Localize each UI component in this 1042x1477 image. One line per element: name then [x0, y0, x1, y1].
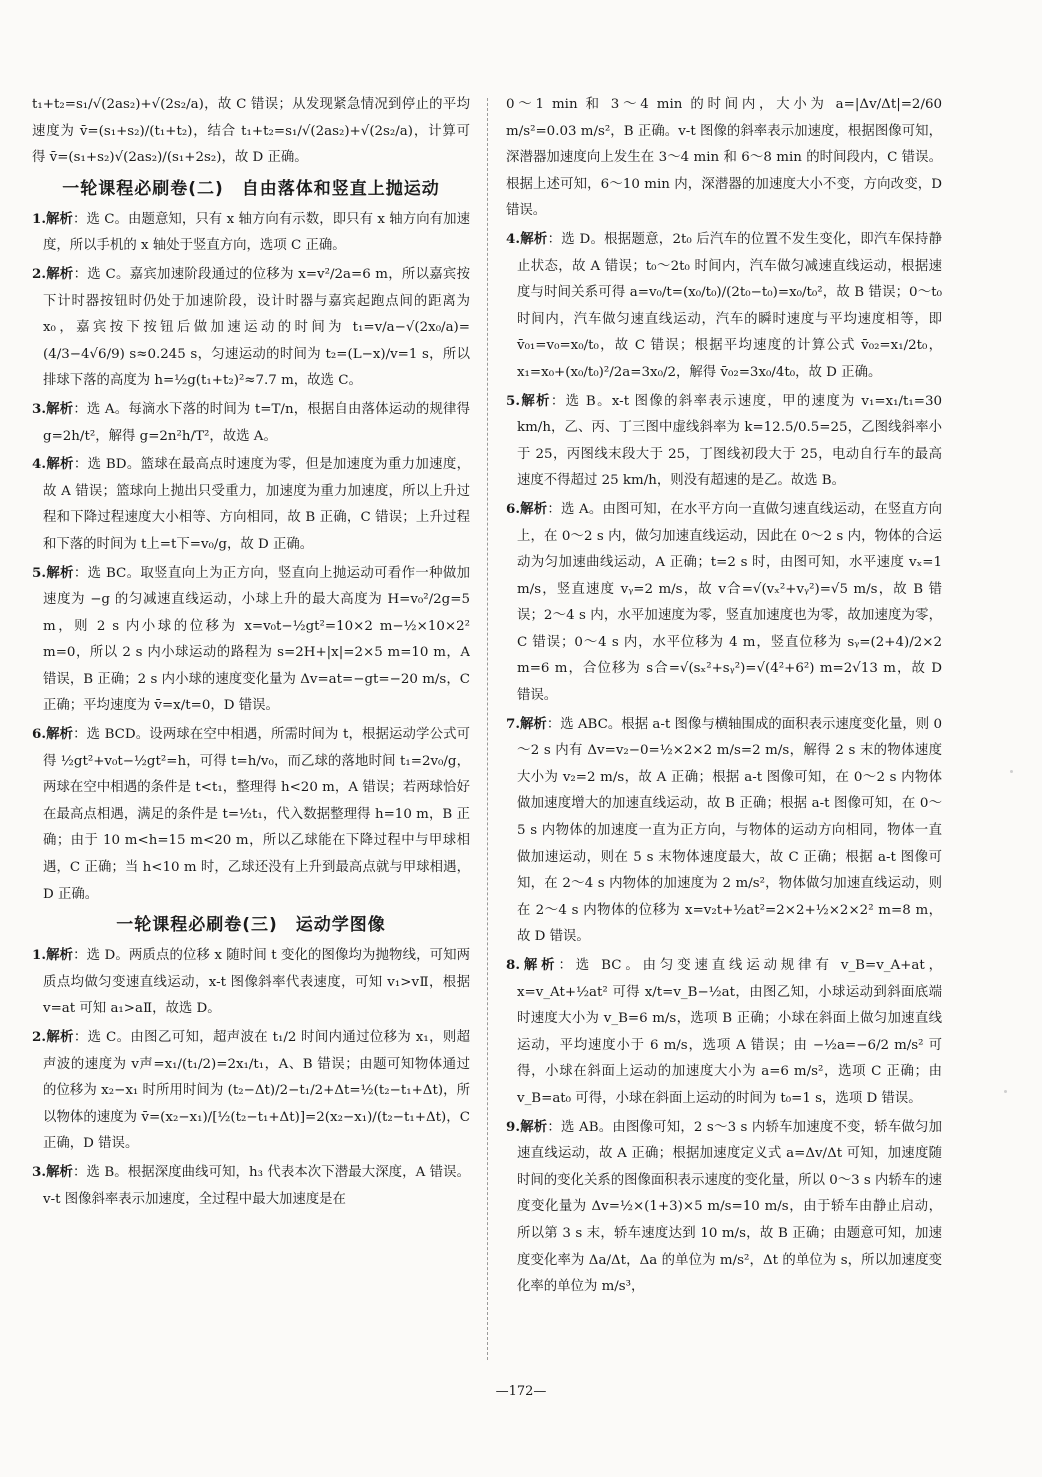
item-number: 7.	[506, 715, 520, 732]
item-text: ：选 BC。取竖直向上为正方向，竖直向上抛运动可看作一种做加速度为 −g 的匀减速直线运动，小球上升的最大高度为 H=v₀²/2g=5 m，则 2 s 内小球的位移为 x=v₀t−½gt²=10×2 m−½×10×2² m=0，所以 2 s 内小球运动的路程为 s=2H+|x|=2×5 m=10 m，A 错误，B 正确；2 s 内小球的速度变化量为 Δv=at=−gt=−20 m/s，C 正确；平均速度为 v̄=x/t=0，D 错误。	[43, 565, 470, 714]
item-number: 5.	[32, 564, 46, 581]
analysis-label: 解析	[45, 564, 74, 581]
answer-item	[506, 496, 942, 710]
item-number: 1.	[32, 947, 46, 964]
analysis-label: 解析	[519, 500, 548, 517]
analysis-label: 解析	[45, 947, 74, 964]
item-number: 2.	[32, 1029, 46, 1045]
column-divider	[487, 98, 488, 1360]
answer-item	[506, 226, 942, 387]
answer-item	[506, 711, 942, 951]
item-text: ：选 B。根据深度曲线可知，h₃ 代表本次下潜最大深度，A 错误。v-t 图像斜率表示加速度，全过程中最大加速度是在	[43, 1164, 470, 1207]
item-number: 1.	[32, 210, 46, 227]
answer-item	[32, 396, 470, 450]
analysis-label: 解析	[45, 726, 74, 743]
item-number: 4.	[32, 456, 46, 473]
item-number: 4.	[506, 230, 520, 247]
analysis-label: 解析	[45, 210, 73, 227]
analysis-label: 解析	[519, 957, 559, 973]
analysis-label: 解析	[45, 1163, 74, 1180]
analysis-label: 解析	[45, 456, 74, 473]
section-3-answers-continued	[506, 226, 942, 1301]
answer-item	[32, 261, 470, 395]
section-2-answers	[32, 206, 470, 908]
analysis-label: 解析	[45, 1029, 74, 1045]
item-number: 5.	[506, 392, 520, 409]
section-title-2: 一轮课程必刷卷(二) 自由落体和竖直上抛运动	[62, 178, 440, 199]
answer-item	[32, 560, 470, 721]
item-number: 6.	[506, 500, 520, 517]
item-text: ：选 B。x-t 图像的斜率表示速度，甲的速度为 v₁=x₁/t₁=30 km/h，乙、丙、丁三图中虚线斜率为 k=12.5/0.5=25，乙图线斜率小于 25，丙图线末段大于 25，丁图线初段大于 25，电动自行车的最高速度不得超过 25 km/h，则没有超速的是乙。故选 B。	[517, 393, 942, 489]
analysis-label: 解析	[519, 715, 547, 732]
scan-speck	[1004, 1090, 1007, 1093]
item-number: 8.	[506, 957, 520, 973]
item-text: ：选 A。每滴水下落的时间为 t=T/n，根据自由落体运动的规律得 g=2h/t²，解得 g=2n²h/T²，故选 A。	[43, 401, 470, 444]
answer-item	[32, 206, 470, 260]
analysis-label: 解析	[45, 400, 74, 417]
item-number: 3.	[32, 400, 46, 417]
scan-speck	[1010, 770, 1013, 773]
answer-item	[32, 721, 470, 908]
analysis-label: 解析	[519, 392, 551, 409]
item-text: ：选 D。根据题意，2t₀ 后汽车的位置不发生变化，即汽车保持静止状态，故 A 错误；t₀～2t₀ 时间内，汽车做匀减速直线运动，根据速度与时间关系可得 a=v₀/t=(x₀/t₀)/(2t₀−t₀)=x₀/t₀²，故 B 错误；0～t₀ 时间内，汽车做匀速直线运动，汽车的瞬时速度与平均速度相等，即 v̄₀₁=v₀=x₀/t₀，故 C 错误；根据平均速度的计算公式 v̄₀₂=x₁/2t₀，x₁=x₀+(x₀/t₀)²/2a=3x₀/2，解得 v̄₀₂=3x₀/4t₀，故 D 正确。	[517, 231, 942, 380]
item-text: ：选 AB。由图像可知，2 s～3 s 内轿车加速度不变，轿车做匀加速直线运动，故 A 正确；根据加速度定义式 a=Δv/Δt 可知，加速度随时间的变化关系的图像面积表示速度的变化量，所以 0～3 s 内轿车的速度变化量为 Δv=½×(1+3)×5 m/s=10 m/s，由于轿车由静止启动，所以第 3 s 末，轿车速度达到 10 m/s，故 B 正确；由题意可知，加速度变化率为 Δa/Δt，Δa 的单位为 m/s²，Δt 的单位为 s，所以加速度变化率的单位为 m/s³，	[517, 1119, 942, 1295]
analysis-label: 解析	[519, 230, 548, 247]
item-text: ：选 C。由题意知，只有 x 轴方向有示数，即只有 x 轴方向有加速度，所以手机的 x 轴处于竖直方向，选项 C 正确。	[43, 211, 470, 254]
analysis-label: 解析	[519, 1118, 548, 1135]
item-text: ：选 D。两质点的位移 x 随时间 t 变化的图像均为抛物线，可知两质点均做匀变速直线运动，x-t 图像斜率代表速度，可知 v₁>vⅡ，根据 v=at 可知 a₁>aⅡ，故选 D。	[43, 948, 470, 1017]
answer-item	[506, 1114, 942, 1301]
item-number: 9.	[506, 1118, 520, 1135]
right-intro: 0～1 min 和 3～4 min 的时间内，大小为 a=|Δv/Δt|=2/60 m/s²=0.03 m/s²，B 正确。v-t 图像的斜率表示加速度，根据图像可知，深潜器加速度向上发生在 3～4 min 和 6～8 min 的时间段内，C 错误。根据上述可知，6～10 min 内，深潜器的加速度大小不变，方向改变，D 错误。	[506, 97, 942, 219]
item-text: ：选 BC。由匀变速直线运动规律有 v_B=v_A+at，x=v_At+½at² 可得 x/t=v_B−½at，由图乙知，小球运动到斜面底端时速度大小为 v_B=6 m/s，选项 B 正确；小球在斜面上做匀加速直线运动，平均速度小于 6 m/s，选项 A 错误；由 −½a=−6/2 m/s² 可得，小球在斜面上运动的加速度大小为 a=6 m/s²，选项 C 正确；由 v_B=at₀ 可得，小球在斜面上运动的时间为 t₀=1 s，选项 D 错误。	[517, 958, 942, 1106]
answer-item	[32, 1159, 470, 1213]
left-intro: t₁+t₂=s₁/√(2as₂)+√(2s₂/a)，故 C 错误；从发现紧急情况到停止的平均速度为 v̄=(s₁+s₂)/(t₁+t₂)，结合 t₁+t₂=s₁/√(2as₂)+√(2s₂/a)，计算可得 v̄=(s₁+s₂)√(2as₂)/(s₁+2s₂)，故 D 正确。	[32, 97, 470, 166]
page-number: —172—	[495, 1384, 547, 1399]
answer-item	[32, 451, 470, 558]
item-text: ：选 BCD。设两球在空中相遇，所需时间为 t，根据运动学公式可得 ½gt²+v₀t−½gt²=h，可得 t=h/v₀，而乙球的落地时间 t₁=2v₀/g，两球在空中相遇的条件是 t<t₁，整理得 h<20 m，A 错误；若两球恰好在最高点相遇，满足的条件是 t=½t₁，代入数据整理得 h=10 m，B 正确；由于 10 m<h=15 m<20 m，所以乙球能在下降过程中与甲球相遇，C 正确；当 h<10 m 时，乙球还没有上升到最高点就与甲球相遇，D 正确。	[43, 727, 470, 902]
item-text: ：选 BD。篮球在最高点时速度为零，但是加速度为重力加速度，故 A 错误；篮球向上抛出只受重力，加速度为重力加速度，所以上升过程和下降过程速度大小相等、方向相同，故 B 正确，C 错误；上升过程和下落的时间为 t上=t下=v₀/g，故 D 正确。	[43, 457, 470, 552]
item-text: ：选 C。嘉宾加速阶段通过的位移为 x=v²/2a=6 m，所以嘉宾按下计时器按钮时仍处于加速阶段，设计时器与嘉宾起跑点间的距离为 x₀，嘉宾按下按钮后做加速运动的时间为 t₁=v/a−√(2x₀/a)=(4/3−4√6/9) s≈0.245 s，匀速运动的时间为 t₂=(L−x)/v=1 s，所以排球下落的高度为 h=½g(t₁+t₂)²≈7.7 m，故选 C。	[43, 266, 470, 389]
item-number: 6.	[32, 726, 46, 743]
item-text: ：选 C。由图乙可知，超声波在 t₁/2 时间内通过位移为 x₁，则超声波的速度为 v声=x₁/(t₁/2)=2x₁/t₁，A、B 错误；由题可知物体通过的位移为 x₂−x₁ 时所用时间为 (t₂−Δt)/2−t₁/2+Δt=½(t₂−t₁+Δt)，所以物体的速度为 v̄=(x₂−x₁)/[½(t₂−t₁+Δt)]=2(x₂−x₁)/(t₂−t₁+Δt)，C 正确，D 错误。	[43, 1030, 470, 1152]
analysis-label: 解析	[45, 265, 74, 282]
item-number: 3.	[32, 1163, 46, 1180]
section-3-answers	[32, 942, 470, 1213]
answer-item	[32, 1024, 470, 1158]
answer-item	[32, 942, 470, 1023]
answer-item	[506, 952, 942, 1113]
item-number: 2.	[32, 265, 46, 282]
answer-item	[506, 388, 942, 495]
section-title-3: 一轮课程必刷卷(三) 运动学图像	[116, 915, 386, 936]
item-text: ：选 ABC。根据 a-t 图像与横轴围成的面积表示速度变化量，则 0～2 s 内有 Δv=v₂−0=½×2×2 m/s=2 m/s，解得 2 s 末的物体速度大小为 v₂=2 m/s，故 A 正确；根据 a-t 图像可知，在 0～2 s 内物体做加速度增大的加速直线运动，故 B 正确；根据 a-t 图像可知，在 0～5 s 内物体的加速度一直为正方向，与物体的运动方向相同，物体一直做加速运动，则在 5 s 末物体速度最大，故 C 正确；根据 a-t 图像可知，在 2～4 s 内物体的加速度为 2 m/s²，物体做匀加速直线运动，则在 2～4 s 内物体的位移为 x=v₂t+½at²=2×2+½×2×2² m=8 m，故 D 错误。	[517, 716, 942, 945]
right-column	[506, 92, 942, 1377]
item-text: ：选 A。由图可知，在水平方向一直做匀速直线运动，在竖直方向上，在 0～2 s 内，做匀加速直线运动，因此在 0～2 s 内，物体的合运动为匀加速曲线运动，A 正确；t=2 s 时，由图可知，水平速度 vₓ=1 m/s，竖直速度 vᵧ=2 m/s，故 v合=√(vₓ²+vᵧ²)=√5 m/s，故 B 错误；2～4 s 内，水平加速度为零，竖直加速度也为零，故加速度为零，C 错误；0～4 s 内，水平位移为 4 m，竖直位移为 sᵧ=(2+4)/2×2 m=6 m，合位移为 s合=√(sₓ²+sᵧ²)=√(4²+6²) m=2√13 m，故 D 错误。	[517, 501, 942, 704]
left-column	[32, 92, 470, 1377]
